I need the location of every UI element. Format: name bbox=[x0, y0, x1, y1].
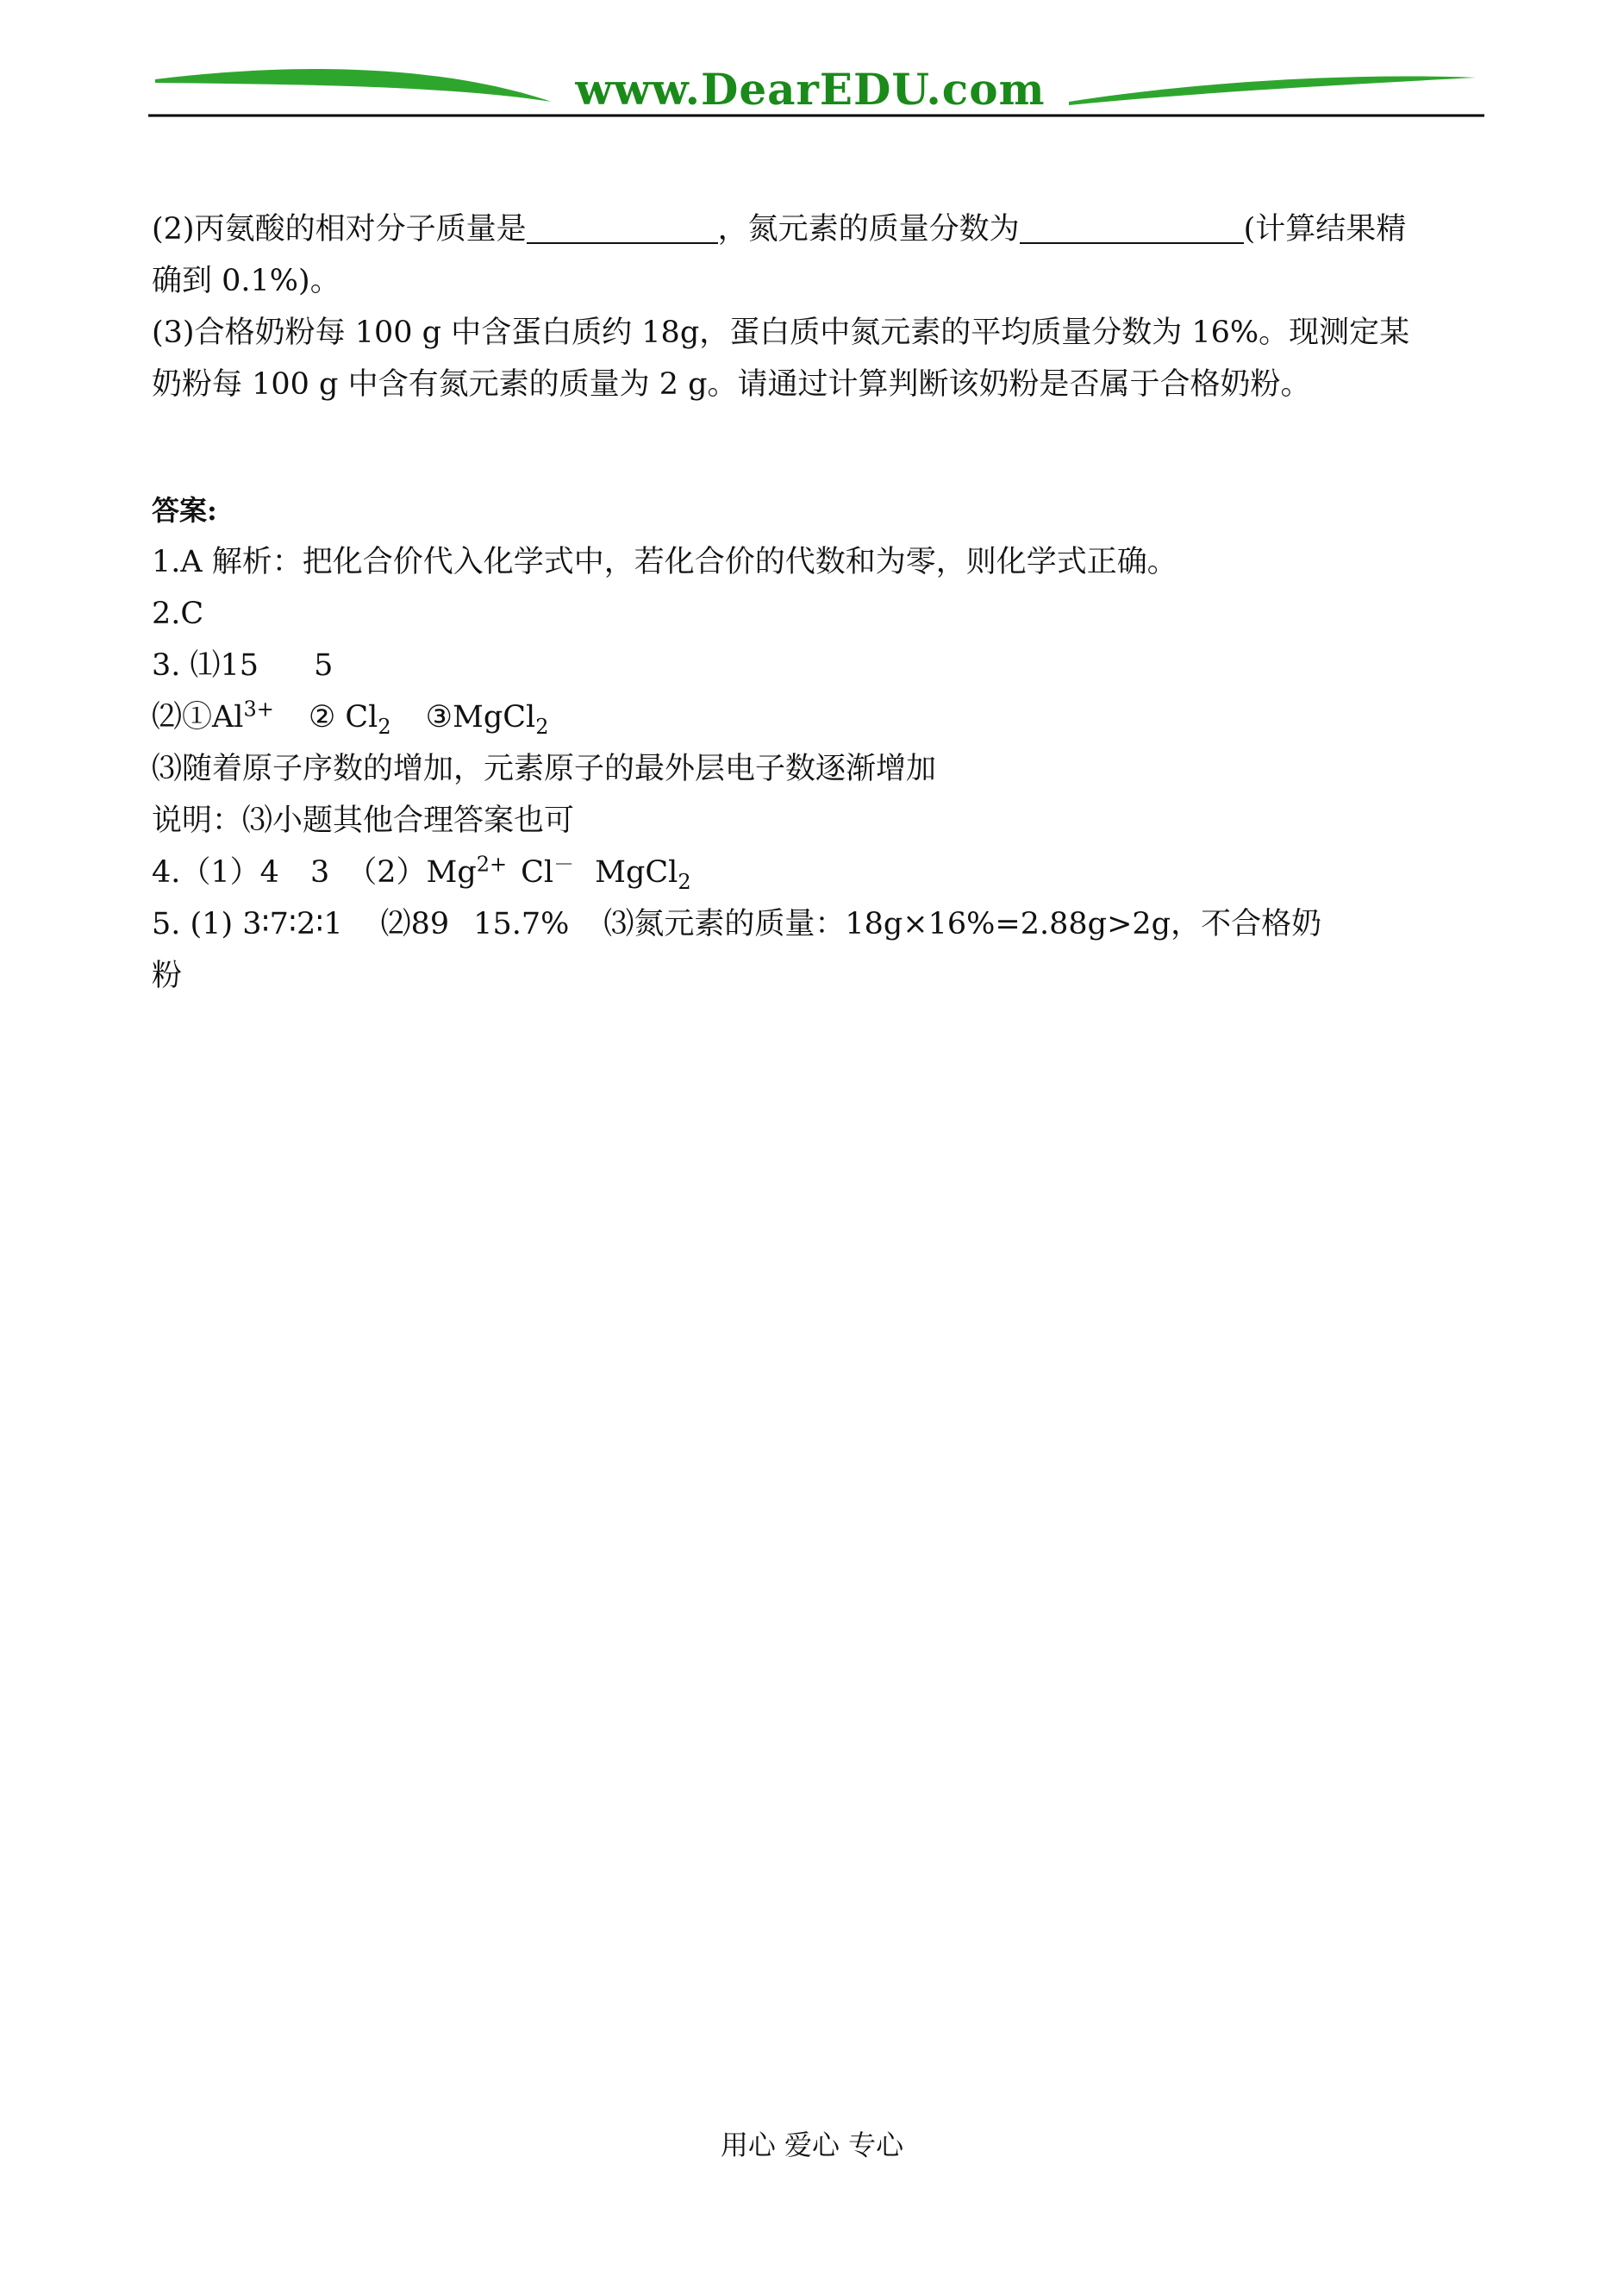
question-2-line-2: 确到 0.1%)。 bbox=[152, 264, 340, 298]
answer-5-line-2: 粉 bbox=[152, 959, 183, 993]
question-3-line-1: (3)合格奶粉每 100 g 中含蛋白质约 18g，蛋白质中氮元素的平均质量分数为 16%。现测定某 bbox=[152, 316, 1410, 350]
ion-cl: Cl bbox=[521, 855, 554, 890]
answer-5-molar-mass: ⑵89 bbox=[380, 907, 450, 941]
compound-mgcl-subscript: 2 bbox=[535, 715, 549, 739]
left-swoosh bbox=[155, 69, 552, 102]
answer-5-calculation: ⑶氮元素的质量：18g×16%=2.88g>2g，不合格奶 bbox=[603, 907, 1322, 941]
answer-1: 1.A 解析：把化合价代入化学式中，若化合价的代数和为零，则化学式正确。 bbox=[152, 545, 1177, 579]
answer-blank-molar-mass[interactable] bbox=[527, 208, 718, 244]
answer-4-text-1: 4.（1）4 bbox=[152, 855, 279, 890]
answer-3-part-2 bbox=[152, 691, 1496, 743]
answers-heading: 答案: bbox=[152, 494, 217, 527]
answer-3-1-text: 3. ⑴15 bbox=[152, 648, 259, 683]
q2-text-3: (计算结果精 bbox=[1243, 212, 1407, 247]
answer-blank-nitrogen-fraction[interactable] bbox=[1020, 208, 1244, 244]
compound-mgcl2: MgCl bbox=[595, 855, 678, 890]
question-3-line-2: 奶粉每 100 g 中含有氮元素的质量为 2 g。请通过计算判断该奶粉是否属于合格奶粉。 bbox=[152, 367, 1311, 402]
answer-3-note: 说明：⑶小题其他合理答案也可 bbox=[152, 804, 575, 838]
page-footer: 用心 爱心 专心 bbox=[720, 2129, 904, 2161]
molecule-cl-subscript: 2 bbox=[378, 715, 391, 739]
ion-al-charge: 3+ bbox=[243, 697, 274, 722]
q2-text-2: ，氮元素的质量分数为 bbox=[717, 212, 1020, 247]
q2-text-1: (2)丙氨酸的相对分子质量是 bbox=[152, 212, 527, 247]
ion-al: ⑵①Al bbox=[152, 700, 244, 735]
site-logo-text: www.DearEDU.com bbox=[575, 64, 1046, 115]
answer-3-part-3: ⑶随着原子序数的增加，元素原子的最外层电子数逐渐增加 bbox=[152, 752, 937, 786]
answer-2: 2.C bbox=[152, 597, 204, 631]
right-swoosh bbox=[1069, 76, 1476, 105]
page-header bbox=[0, 0, 1624, 129]
ion-cl-charge: － bbox=[553, 852, 575, 877]
compound-mgcl2-subscript: 2 bbox=[678, 870, 691, 894]
compound-mgcl: ③MgCl bbox=[425, 700, 536, 735]
document-body bbox=[152, 203, 1496, 1002]
answer-4 bbox=[152, 847, 1496, 898]
answer-5-ratio: 5. (1) 3∶7∶2∶1 bbox=[152, 907, 343, 941]
molecule-cl: ② Cl bbox=[308, 700, 378, 735]
answer-4-text-2: 3 bbox=[309, 855, 330, 890]
answer-5-line-1 bbox=[152, 898, 1496, 950]
question-2-line bbox=[152, 203, 1496, 255]
ion-mg-charge: 2+ bbox=[476, 852, 508, 877]
answer-5-fraction: 15.7% bbox=[473, 907, 570, 941]
ion-mg: （2）Mg bbox=[347, 855, 477, 890]
answer-3-part-1 bbox=[152, 640, 1496, 691]
answer-3-1-value: 5 bbox=[314, 648, 334, 683]
